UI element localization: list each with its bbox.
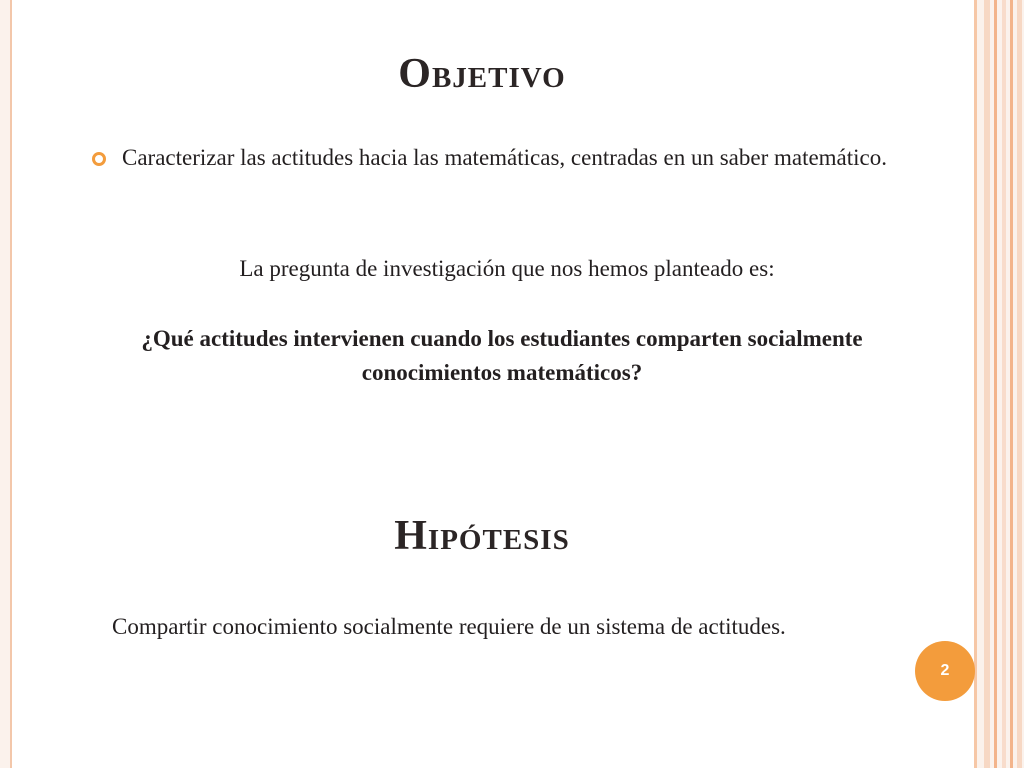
hypothesis-text: Compartir conocimiento socialmente requiere de un sistema de actitudes.	[112, 614, 786, 639]
stripe-decoration	[1002, 0, 1006, 768]
stripe-decoration	[1010, 0, 1013, 768]
stripe-decoration	[1017, 0, 1022, 768]
stripe-decoration	[984, 0, 990, 768]
hypothesis-title: Hipótesis	[394, 513, 570, 559]
slide-number-badge: 2	[915, 641, 975, 701]
circle-bullet-icon	[92, 152, 106, 166]
research-question-intro: La pregunta de investigación que nos hemos planteado es:	[239, 256, 775, 281]
slide-content-area	[10, 0, 975, 768]
decorative-side-stripes	[974, 0, 1024, 768]
research-question: ¿Qué actitudes intervienen cuando los estudiantes comparten socialmente conocimientos matemáticos?	[141, 326, 863, 385]
objective-bullet-text: Caracterizar las actitudes hacia las matemáticas, centradas en un saber matemático.	[122, 145, 888, 170]
stripe-decoration	[974, 0, 977, 768]
stripe-decoration	[994, 0, 997, 768]
objective-bullet	[84, 142, 909, 174]
objective-title: Objetivo	[398, 51, 566, 97]
